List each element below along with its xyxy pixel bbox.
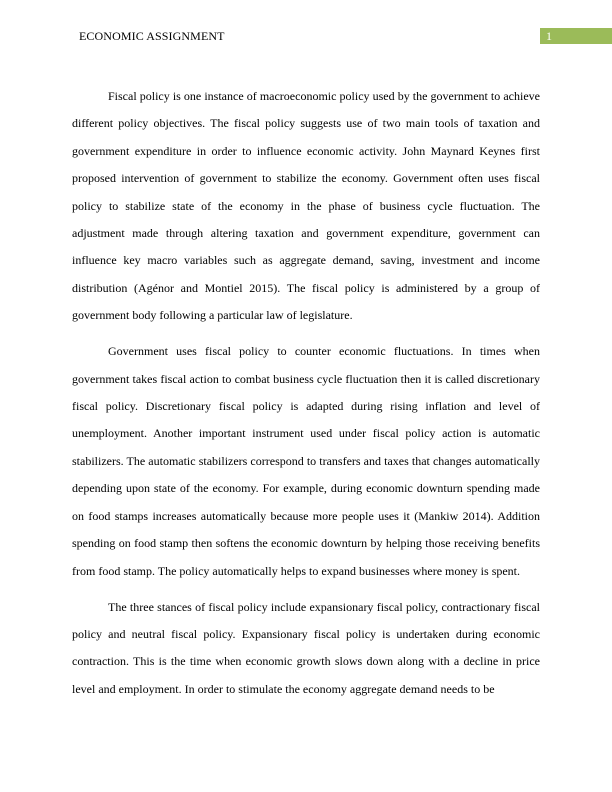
paragraph-2: Government uses fiscal policy to counter economic fluctuations. In times when government takes fiscal action to combat business cycle fluctuation then it is called discretionary fiscal policy. Discretionary fiscal policy is adapted during rising inflation and level of unemployment. Another important instrument used under fiscal policy action is automatic stabilizers. The automatic stabilizers correspond to transfers and taxes that changes automatically depending upon state of the economy. For example, during economic downturn spending made on food stamps increases automatically because more people uses it (Mankiw 2014). Addition spending on food stamp then softens the economic downturn by helping those receiving benefits from food stamp. The policy automatically helps to expand businesses where money is spent. — [72, 344, 540, 578]
page-number-badge: 1 — [540, 28, 612, 44]
header-title: ECONOMIC ASSIGNMENT — [79, 29, 225, 43]
paragraph-1: Fiscal policy is one instance of macroeconomic policy used by the government to achieve different policy objectives. The fiscal policy suggests use of two main tools of taxation and government expenditure in order to influence economic activity. John Maynard Keynes first proposed intervention of government to stabilize the economy. Government often uses fiscal policy to stabilize state of the economy in the phase of business cycle fluctuation. The adjustment made through altering taxation and government expenditure, government can influence key macro variables such as aggregate demand, saving, investment and income distribution (Agénor and Montiel 2015). The fiscal policy is administered by a group of government body following a particular law of legislature. — [72, 89, 540, 323]
document-body — [72, 83, 540, 712]
paragraph-3: The three stances of fiscal policy include expansionary fiscal policy, contractionary fiscal policy and neutral fiscal policy. Expansionary fiscal policy is undertaken during economic contraction. This is the time when economic growth slows down along with a decline in price level and employment. In order to stimulate the economy aggregate demand needs to be — [72, 599, 540, 696]
page-header — [0, 0, 612, 60]
